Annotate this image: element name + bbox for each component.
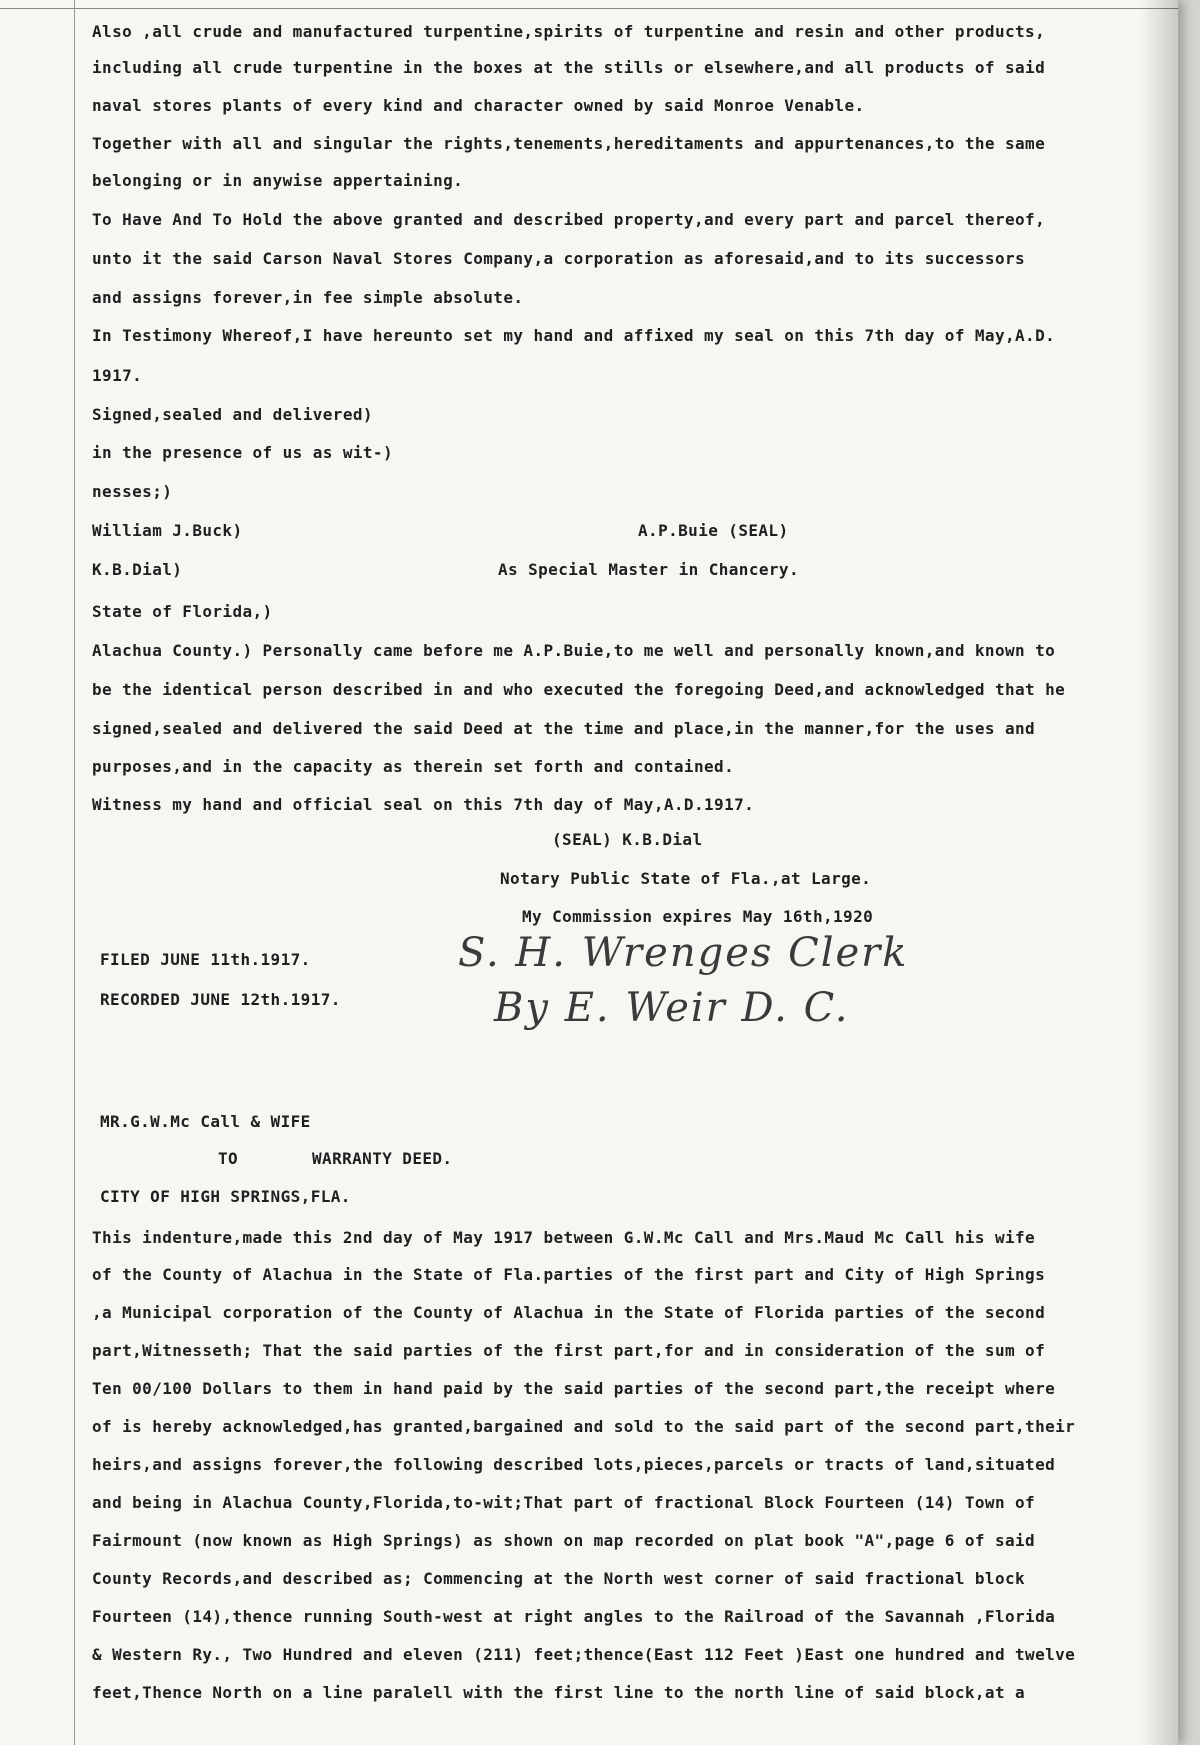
ack-line: Alachua County.) Personally came before me A.P.Buie,to me well and personally known,and known to [92,641,1056,660]
deed1-line: nesses;) [92,482,173,501]
deed2-line: of is hereby acknowledged,has granted,bargained and sold to the said part of the second part,their [92,1417,1076,1436]
deed2-line: heirs,and assigns forever,the following described lots,pieces,parcels or tracts of land,situated [92,1455,1056,1474]
witness-2: K.B.Dial) [92,560,183,579]
deed2-grantee: CITY OF HIGH SPRINGS,FLA. [100,1187,351,1206]
ack-line: be the identical person described in and who executed the foregoing Deed,and acknowledged that he [92,680,1066,699]
ack-line: purposes,and in the capacity as therein set forth and contained. [92,757,735,776]
deed1-line: Together with all and singular the rights,tenements,hereditaments and appurtenances,to the same [92,134,1046,153]
deed2-to: TO [218,1149,239,1168]
deed2-grantor: MR.G.W.Mc Call & WIFE [100,1112,311,1131]
signer-title: As Special Master in Chancery. [498,560,799,579]
deed1-line: Signed,sealed and delivered) [92,405,373,424]
deed2-line: part,Witnesseth; That the said parties of the first part,for and in consideration of the sum of [92,1341,1046,1360]
deed2-line: & Western Ry., Two Hundred and eleven (211) feet;thence(East 112 Feet )East one hundred and twelve [92,1645,1076,1664]
notary-title: Notary Public State of Fla.,at Large. [500,869,872,888]
deed1-line: To Have And To Hold the above granted and described property,and every part and parcel thereof, [92,210,1046,229]
top-rule [0,8,1178,9]
deed1-line: unto it the said Carson Naval Stores Company,a corporation as aforesaid,and to its successors [92,249,1026,268]
deed2-line: and being in Alachua County,Florida,to-wit;That part of fractional Block Fourteen (14) Town of [92,1493,1036,1512]
deed2-line: Ten 00/100 Dollars to them in hand paid by the said parties of the second part,the receipt where [92,1379,1056,1398]
deed1-line: and assigns forever,in fee simple absolute. [92,288,524,307]
deed1-line: including all crude turpentine in the boxes at the stills or elsewhere,and all products of said [92,58,1046,77]
deed2-line: Fourteen (14),thence running South-west at right angles to the Railroad of the Savannah ,Florida [92,1607,1056,1626]
witness-1: William J.Buck) [92,521,243,540]
recorded-date: RECORDED JUNE 12th.1917. [100,990,341,1009]
deed1-line: in the presence of us as wit-) [92,443,393,462]
deed2-line: This indenture,made this 2nd day of May 1917 between G.W.Mc Call and Mrs.Maud Mc Call his wife [92,1228,1036,1247]
deed2-line: County Records,and described as; Commencing at the North west corner of said fractional block [92,1569,1026,1588]
deed1-line: naval stores plants of every kind and character owned by said Monroe Venable. [92,96,865,115]
signer-name: A.P.Buie (SEAL) [638,521,789,540]
deed2-line: of the County of Alachua in the State of Fla.parties of the first part and City of High Springs [92,1265,1046,1284]
deed1-line: Also ,all crude and manufactured turpentine,spirits of turpentine and resin and other products, [92,22,1046,41]
ack-line: Witness my hand and official seal on this 7th day of May,A.D.1917. [92,795,755,814]
deed1-line: belonging or in anywise appertaining. [92,171,464,190]
page-edge-shadow [1140,0,1178,1745]
clerk-signature: S. H. Wrenges Clerk [458,930,909,976]
deed1-line: 1917. [92,366,143,385]
deed2-type: WARRANTY DEED. [312,1149,453,1168]
margin-line [74,0,75,1745]
commission-expiry: My Commission expires May 16th,1920 [522,907,874,926]
ack-line: signed,sealed and delivered the said Deed at the time and place,in the manner,for the uses and [92,719,1036,738]
deed2-line: ,a Municipal corporation of the County of Alachua in the State of Florida parties of the second [92,1303,1046,1322]
deputy-clerk-signature: By E. Weir D. C. [494,985,850,1031]
deed2-line: Fairmount (now known as High Springs) as shown on map recorded on plat book "A",page 6 of said [92,1531,1036,1550]
ack-line: State of Florida,) [92,602,273,621]
deed2-line: feet,Thence North on a line paralell with the first line to the north line of said block,at a [92,1683,1026,1702]
deed1-line: In Testimony Whereof,I have hereunto set my hand and affixed my seal on this 7th day of May,A.D. [92,326,1056,345]
filed-date: FILED JUNE 11th.1917. [100,950,311,969]
notary-name: (SEAL) K.B.Dial [552,830,703,849]
